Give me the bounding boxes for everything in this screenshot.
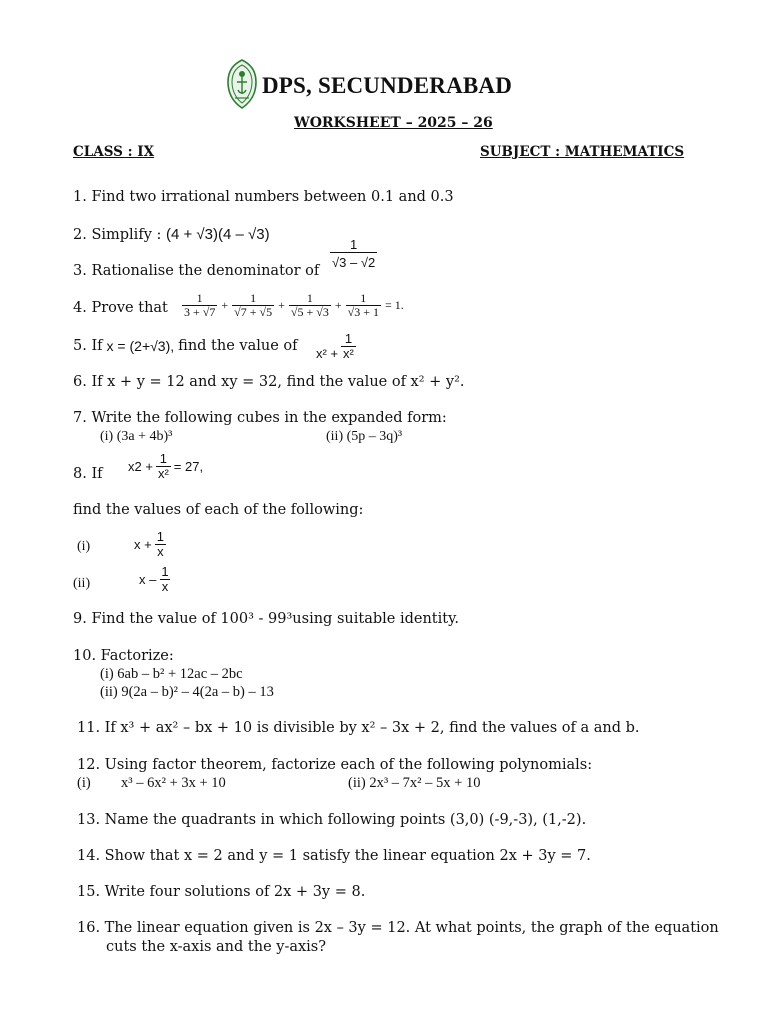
question-8-subtext: find the values of each of the following:	[73, 502, 364, 518]
question-7: 7. Write the following cubes in the expanded form:	[73, 410, 447, 426]
question-3-fraction	[330, 238, 377, 269]
question-2	[73, 226, 270, 243]
question-5-mid: find the value of	[178, 338, 298, 354]
question-8-part-i-expression	[134, 530, 166, 558]
question-4-text: 4. Prove that	[73, 300, 168, 316]
school-logo	[226, 58, 258, 110]
question-8-expression	[128, 452, 203, 480]
fraction-numerator: 1	[344, 331, 353, 347]
operator-4: = 1.	[384, 297, 404, 312]
question-8-part-i-label: (i)	[77, 539, 91, 554]
question-4-expression	[182, 292, 404, 318]
question-5-x-equation: x = (2+√3),	[106, 338, 175, 354]
question-5-lead: 5. If	[73, 338, 103, 354]
question-8-expression-lead: x2 +	[128, 458, 153, 474]
question-14: 14. Show that x = 2 and y = 1 satisfy the linear equation 2x + 3y = 7.	[77, 848, 591, 864]
question-5-expression	[316, 332, 356, 361]
fraction-2-denominator: √7 + √5	[234, 304, 273, 319]
school-name: DPS, SECUNDERABAD	[262, 73, 513, 98]
question-8-part-ii-expression	[139, 565, 171, 593]
question-3	[73, 263, 319, 279]
question-7-part-i: (i) (3a + 4b)³	[100, 429, 173, 444]
question-13: 13. Name the quadrants in which following points (3,0) (-9,-3), (1,-2).	[77, 812, 587, 828]
question-1: 1. Find two irrational numbers between 0.1 and 0.3	[73, 189, 454, 205]
fraction-denominator: x	[157, 543, 164, 559]
fraction-4-denominator: √3 + 1	[347, 304, 379, 319]
question-8-part-ii-label: (ii)	[73, 576, 91, 591]
question-15: 15. Write four solutions of 2x + 3y = 8.	[77, 884, 366, 900]
logo-emblem-icon	[226, 58, 258, 110]
question-11: 11. If x³ + ax² – bx + 10 is divisible by x² – 3x + 2, find the values of a and b.	[77, 720, 640, 736]
question-10: 10. Factorize:	[73, 648, 174, 664]
question-3-text: 3. Rationalise the denominator of	[73, 263, 320, 279]
question-16-line-1: 16. The linear equation given is 2x – 3y = 12. At what points, the graph of the equation	[77, 920, 719, 936]
fraction-denominator: x²	[343, 346, 354, 361]
fraction-numerator: 1	[161, 564, 169, 579]
fraction-4-numerator: 1	[360, 291, 367, 305]
fraction-numerator: 1	[159, 451, 167, 466]
question-10-part-i: (i) 6ab – b² + 12ac – 2bc	[100, 666, 243, 682]
operator-1: +	[221, 297, 229, 312]
fraction-3-denominator: √5 + √3	[290, 304, 329, 319]
question-12: 12. Using factor theorem, factorize each of the following polynomials:	[77, 757, 593, 773]
part-ii-lead: x –	[139, 571, 157, 587]
question-6: 6. If x + y = 12 and xy = 32, find the value of x² + y².	[73, 374, 465, 390]
subject-label: SUBJECT : MATHEMATICS	[480, 144, 685, 160]
question-5-expression-lead: x² +	[316, 346, 339, 361]
class-label: CLASS : IX	[73, 144, 155, 160]
question-12-part-i-label: (i)	[77, 775, 91, 791]
fraction-denominator: x²	[157, 465, 169, 481]
question-2-text: 2. Simplify :	[73, 227, 162, 243]
question-5	[73, 338, 298, 354]
fraction-numerator: 1	[349, 237, 358, 252]
part-i-lead: x +	[134, 536, 152, 552]
fraction-2-numerator: 1	[250, 291, 257, 305]
question-2-expression: (4 + √3)(4 – √3)	[165, 226, 270, 243]
fraction-denominator: √3 – √2	[330, 252, 377, 270]
question-7-part-ii: (ii) (5p – 3q)³	[326, 429, 403, 444]
question-12-part-ii: (ii) 2x³ – 7x² – 5x + 10	[348, 775, 481, 791]
fraction-3-numerator: 1	[306, 291, 313, 305]
fraction-1-denominator: 3 + √7	[184, 304, 216, 319]
question-12-part-i: x³ – 6x² + 3x + 10	[121, 775, 226, 791]
fraction-denominator: x	[161, 578, 169, 594]
question-8-expression-tail: = 27,	[173, 458, 204, 474]
operator-2: +	[278, 297, 285, 312]
operator-3: +	[334, 297, 342, 312]
fraction-numerator: 1	[156, 529, 164, 544]
question-16-line-2: cuts the x-axis and the y-axis?	[106, 939, 327, 955]
worksheet-title: WORKSHEET – 2025 – 26	[294, 115, 493, 131]
question-9: 9. Find the value of 100³ - 99³using suitable identity.	[73, 611, 459, 627]
fraction-1-numerator: 1	[196, 291, 203, 305]
question-10-part-ii: (ii) 9(2a – b)² – 4(2a – b) – 13	[100, 684, 274, 700]
question-8-lead: 8. If	[73, 466, 103, 482]
